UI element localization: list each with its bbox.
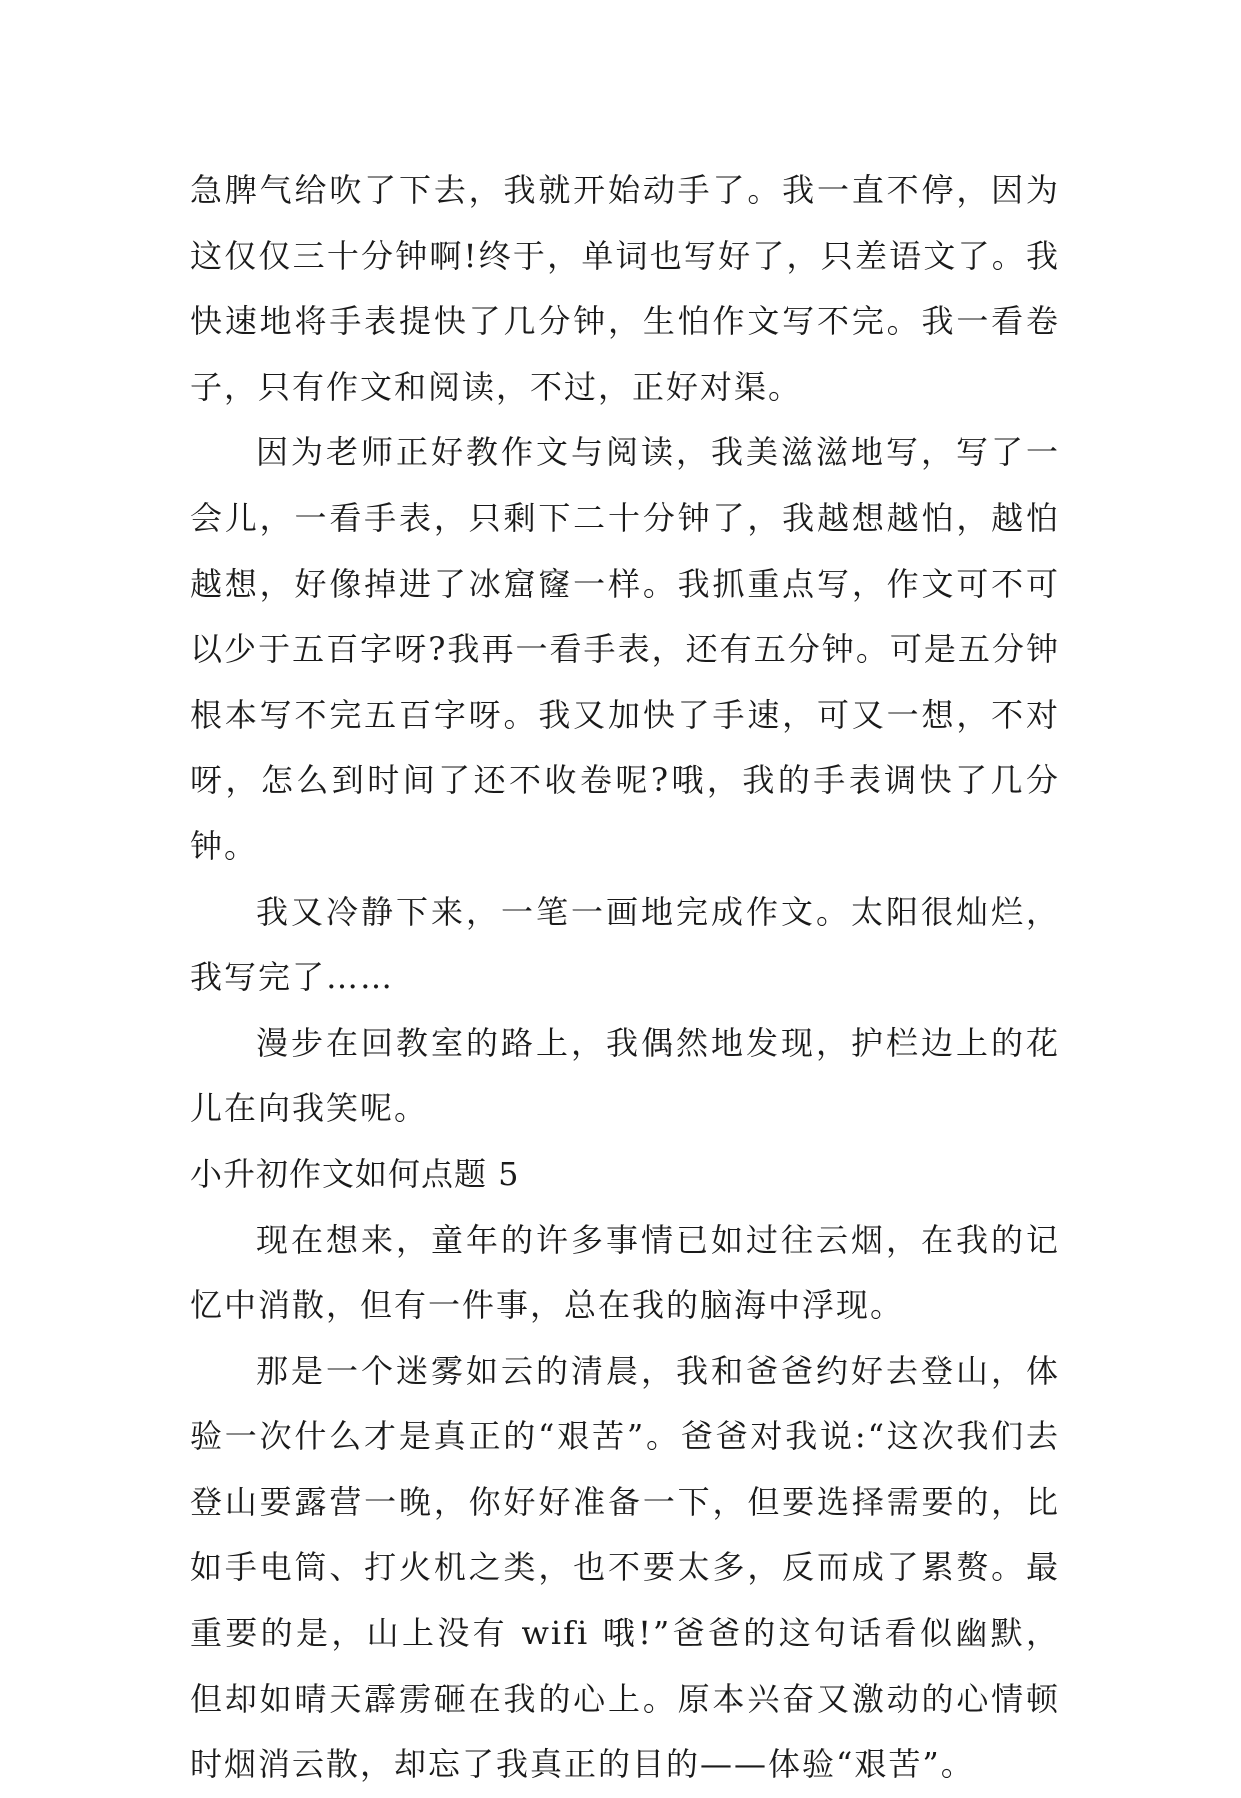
paragraph-1: 急脾气给吹了下去，我就开始动手了。我一直不停，因为这仅仅三十分钟啊!终于，单词也写好了，只差语文了。我快速地将手表提快了几分钟，生怕作文写不完。我一看卷子，只有作文和阅读，不过，正好对渠。 xyxy=(190,171,1060,406)
section-title: 小升初作文如何点题 5 xyxy=(190,1154,520,1193)
paragraph-2: 因为老师正好教作文与阅读，我美滋滋地写，写了一会儿，一看手表，只剩下二十分钟了，我越想越怕，越怕越想，好像掉进了冰窟窿一样。我抓重点写，作文可不可以少于五百字呀?我再一看手表，还有五分钟。可是五分钟根本写不完五百字呀。我又加快了手速，可又一想，不对呀，怎么到时间了还不收卷呢?哦，我的手表调快了几分钟。 xyxy=(190,433,1060,865)
document-body xyxy=(190,158,1060,1798)
section-paragraph-2: 那是一个迷雾如云的清晨，我和爸爸约好去登山，体验一次什么才是真正的“艰苦”。爸爸对我说:“这次我们去登山要露营一晚，你好好准备一下，但要选择需要的，比如手电筒、打火机之类，也不要太多，反而成了累赘。最重要的是，山上没有 wifi 哦!”爸爸的这句话看似幽默，但却如晴天霹雳砸在我的心上。原本兴奋又激动的心情顿时烟消云散，却忘了我真正的目的——体验“艰苦”。 xyxy=(190,1351,1060,1784)
paragraph-4: 漫步在回教室的路上，我偶然地发现，护栏边上的花儿在向我笑呢。 xyxy=(190,1023,1060,1128)
section-paragraph-1: 现在想来，童年的许多事情已如过往云烟，在我的记忆中消散，但有一件事，总在我的脑海中浮现。 xyxy=(190,1220,1060,1325)
paragraph-3: 我又冷静下来，一笔一画地完成作文。太阳很灿烂，我写完了…… xyxy=(190,892,1060,997)
